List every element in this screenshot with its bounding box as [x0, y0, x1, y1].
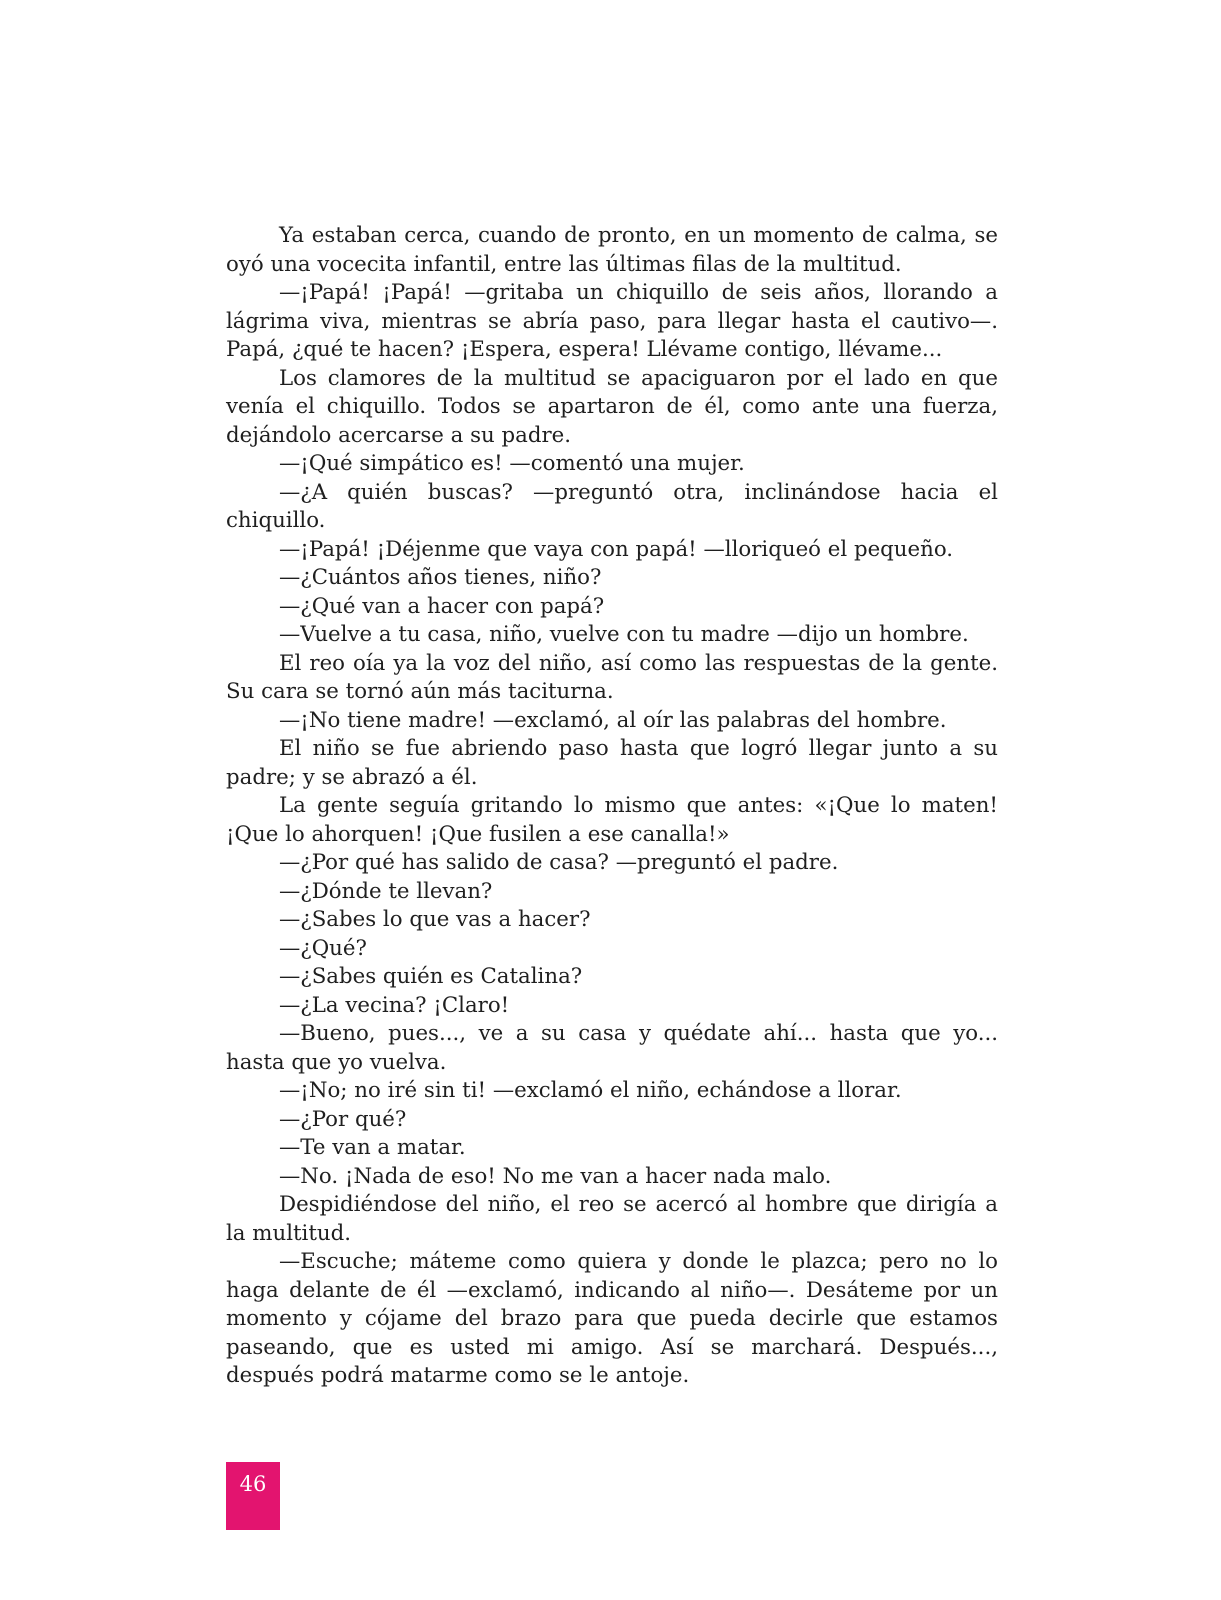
paragraph: —¡Papá! ¡Déjenme que vaya con papá! —lloriqueó el pequeño.: [279, 536, 954, 562]
paragraph: —¡No tiene madre! —exclamó, al oír las palabras del hombre.: [279, 707, 947, 733]
paragraph: —¿Sabes lo que vas a hacer?: [279, 907, 591, 932]
page-number-badge: [226, 1462, 280, 1530]
paragraph: El niño se fue abriendo paso hasta que logró llegar junto a su padre; y se abrazó a él.: [226, 736, 998, 790]
paragraph: —¿A quién buscas? —preguntó otra, inclinándose hacia el chiquillo.: [226, 479, 998, 533]
paragraph: —¡Papá! ¡Papá! —gritaba un chiquillo de seis años, llorando a lágrima viva, mientras se abría paso, para llegar hasta el cautivo—. Papá, ¿qué te hacen? ¡Espera, espera! Llévame contigo, llévame...: [226, 280, 998, 362]
paragraph: —¿Por qué has salido de casa? —preguntó el padre.: [279, 850, 839, 875]
paragraph: —Escuche; máteme como quiera y donde le plazca; pero no lo haga delante de él —exclamó, indicando al niño—. Desáteme por un momento y cójame del brazo para que pueda decirle que estamos paseando, que es usted mi amigo. Así se marchará. Después..., después podrá matarme como se le antoje.: [226, 1249, 998, 1388]
paragraph: Los clamores de la multitud se apaciguaron por el lado en que venía el chiquillo. Todos se apartaron de él, como ante una fuerza, dejándolo acercarse a su padre.: [226, 365, 998, 448]
paragraph: —¿Dónde te llevan?: [279, 878, 493, 904]
paragraph: —¡Qué simpático es! —comentó una mujer.: [279, 451, 745, 476]
paragraph: —Vuelve a tu casa, niño, vuelve con tu madre —dijo un hombre.: [279, 622, 969, 647]
paragraph: Despidiéndose del niño, el reo se acercó al hombre que dirigía a la multitud.: [226, 1192, 998, 1246]
paragraph: —Bueno, pues..., ve a su casa y quédate ahí... hasta que yo... hasta que yo vuelva.: [226, 1021, 998, 1075]
paragraph: —¿Qué van a hacer con papá?: [279, 593, 605, 619]
paragraph: La gente seguía gritando lo mismo que antes: «¡Que lo maten! ¡Que lo ahorquen! ¡Que fusilen a ese canalla!»: [226, 793, 998, 847]
paragraph: —¡No; no iré sin ti! —exclamó el niño, echándose a llorar.: [279, 1078, 902, 1103]
paragraph: Ya estaban cerca, cuando de pronto, en un momento de calma, se oyó una vocecita infantil, entre las últimas filas de la multitud.: [226, 223, 998, 277]
paragraph: —¿La vecina? ¡Claro!: [279, 992, 510, 1018]
body-text: [226, 222, 998, 1391]
paragraph: El reo oía ya la voz del niño, así como las respuestas de la gente. Su cara se tornó aún más taciturna.: [226, 650, 998, 704]
page-number: 46: [239, 1472, 267, 1496]
paragraph: —No. ¡Nada de eso! No me van a hacer nada malo.: [279, 1163, 832, 1189]
paragraph: —Te van a matar.: [279, 1135, 466, 1160]
paragraph: —¿Qué?: [279, 935, 367, 961]
paragraph: —¿Cuántos años tienes, niño?: [279, 565, 602, 590]
paragraph: —¿Sabes quién es Catalina?: [279, 964, 583, 989]
paragraph: —¿Por qué?: [279, 1106, 407, 1132]
